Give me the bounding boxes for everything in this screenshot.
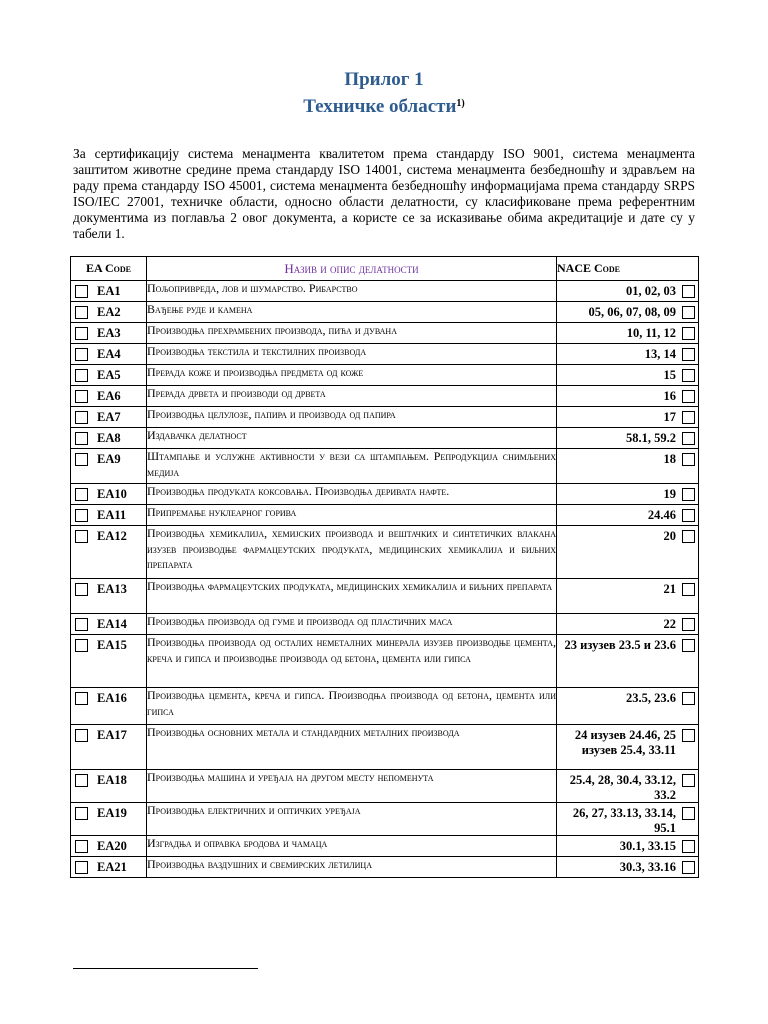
nace-codes: 10, 11, 12: [626, 326, 676, 340]
ea-code-cell: [71, 323, 147, 344]
nace-checkbox[interactable]: [682, 861, 695, 874]
table-row: [71, 407, 699, 428]
nace-codes: 26, 27, 33.13, 33.14, 95.1: [572, 806, 676, 835]
header-nace-code: NACE Code: [557, 257, 699, 281]
table-row: [71, 688, 699, 725]
nace-checkbox[interactable]: [682, 411, 695, 424]
ea-code: EA21: [97, 860, 127, 874]
ea-code-cell: [71, 344, 147, 365]
ea-code: EA9: [97, 452, 121, 466]
ea-code: EA8: [97, 431, 121, 445]
ea-checkbox[interactable]: [75, 453, 88, 466]
nace-code-cell: [557, 857, 699, 878]
nace-code-cell: [557, 365, 699, 386]
nace-code-cell: [557, 505, 699, 526]
ea-checkbox[interactable]: [75, 488, 88, 501]
ea-checkbox[interactable]: [75, 432, 88, 445]
table-row: [71, 836, 699, 857]
ea-checkbox[interactable]: [75, 285, 88, 298]
nace-codes: 01, 02, 03: [626, 284, 676, 298]
ea-code: EA18: [97, 773, 127, 787]
ea-code-cell: [71, 770, 147, 803]
ea-code-cell: [71, 836, 147, 857]
nace-checkbox[interactable]: [682, 306, 695, 319]
ea-checkbox[interactable]: [75, 327, 88, 340]
nace-codes: 20: [663, 529, 676, 543]
nace-checkbox[interactable]: [682, 285, 695, 298]
nace-code-cell: [557, 281, 699, 302]
page-subtitle: [0, 92, 768, 119]
ea-code: EA16: [97, 691, 127, 705]
ea-code-cell: [71, 688, 147, 725]
header-activity-name: Назив и опис делатности: [147, 257, 557, 281]
nace-codes: 16: [663, 389, 676, 403]
nace-code-cell: [557, 770, 699, 803]
nace-checkbox[interactable]: [682, 807, 695, 820]
ea-code: EA7: [97, 410, 121, 424]
activity-description: Штампање и услужне активности у вези са штампањем. Репродукција снимљених медија: [147, 449, 557, 484]
nace-codes: 17: [663, 410, 676, 424]
activity-description: Производња хемикалија, хемијских производа и вештачких и синтетичких влакана изузев производње фармацеутских продуката, медицинских хемикалија и биљних препарата: [147, 526, 557, 579]
nace-checkbox[interactable]: [682, 488, 695, 501]
nace-code-cell: [557, 803, 699, 836]
activity-description: Припремање нуклеарног горива: [147, 505, 557, 526]
nace-codes: 58.1, 59.2: [626, 431, 676, 445]
ea-code: EA4: [97, 347, 121, 361]
nace-checkbox[interactable]: [682, 530, 695, 543]
footnote-ref: 1): [456, 98, 465, 109]
table-row: [71, 725, 699, 770]
ea-code: EA15: [97, 638, 127, 652]
nace-codes: 05, 06, 07, 08, 09: [588, 305, 676, 319]
table-row: [71, 614, 699, 635]
ea-code: EA12: [97, 529, 127, 543]
table-row: [71, 803, 699, 836]
table-row: [71, 449, 699, 484]
ea-code-cell: [71, 526, 147, 579]
nace-codes: 19: [663, 487, 676, 501]
ea-code: EA19: [97, 806, 127, 820]
activity-description: Производња текстила и текстилних производа: [147, 344, 557, 365]
ea-checkbox[interactable]: [75, 692, 88, 705]
nace-code-cell: [557, 484, 699, 505]
table-header-row: [71, 257, 699, 281]
ea-code-cell: [71, 386, 147, 407]
nace-code-cell: [557, 526, 699, 579]
footnote-separator: [73, 968, 258, 969]
activity-description: Производња машина и уређаја на другом месту непоменута: [147, 770, 557, 803]
activity-description: Производња основних метала и стандардних металних производа: [147, 725, 557, 770]
nace-code-cell: [557, 725, 699, 770]
activity-description: Изградња и оправка бродова и чамаца: [147, 836, 557, 857]
nace-checkbox[interactable]: [682, 639, 695, 652]
nace-codes: 23.5, 23.6: [626, 691, 676, 705]
table-row: [71, 770, 699, 803]
ea-code-cell: [71, 725, 147, 770]
activity-description: Прерада дрвета и производи од дрвета: [147, 386, 557, 407]
ea-code: EA17: [97, 728, 127, 742]
table-body: [71, 281, 699, 878]
nace-codes: 23 изузев 23.5 и 23.6: [564, 638, 676, 652]
activity-description: Пољопривреда, лов и шумарство. Рибарство: [147, 281, 557, 302]
ea-code-cell: [71, 407, 147, 428]
intro-paragraph: За сертификацију система менаџмента квалитетом према стандарду ISO 9001, система менаџмента заштитом животне средине према стандарду ISO 14001, система менаџмента безбедношћу и здрављем на раду према стандарду ISO 45001, система менаџмента безбедношћу информацијама према стандарду SRPS ISO/IEC 27001, техничке области, односно области делатности, су класификоване према референтним документима из поглавља 2 овог документа, а користе се за исказивање обима акредитације и дате су у табели 1.: [73, 146, 695, 241]
ea-code-cell: [71, 505, 147, 526]
nace-codes: 30.1, 33.15: [619, 839, 676, 853]
table-row: [71, 635, 699, 688]
nace-checkbox[interactable]: [682, 509, 695, 522]
ea-code: EA1: [97, 284, 121, 298]
activity-description: Производња фармацеутских продуката, медицинских хемикалија и биљних препарата: [147, 579, 557, 614]
activity-description: Издавачка делатност: [147, 428, 557, 449]
ea-checkbox[interactable]: [75, 729, 88, 742]
nace-code-cell: [557, 449, 699, 484]
ea-checkbox[interactable]: [75, 840, 88, 853]
activity-description: Производња цемента, креча и гипса. Производња производа од бетона, цемента или гипса: [147, 688, 557, 725]
subtitle-text: Техничке области: [303, 96, 457, 117]
ea-checkbox[interactable]: [75, 411, 88, 424]
ea-code-cell: [71, 428, 147, 449]
nace-checkbox[interactable]: [682, 729, 695, 742]
ea-checkbox[interactable]: [75, 530, 88, 543]
nace-code-cell: [557, 428, 699, 449]
activity-description: Производња производа од осталих неметалних минерала изузев производње цемента, креча и гипса и производње производа од бетона, цемента или гипса: [147, 635, 557, 688]
ea-code-cell: [71, 579, 147, 614]
activity-description: Производња производа од гуме и производа од пластичних маса: [147, 614, 557, 635]
ea-checkbox[interactable]: [75, 369, 88, 382]
activity-description: Производња целулозе, папира и производа од папира: [147, 407, 557, 428]
ea-code: EA3: [97, 326, 121, 340]
nace-codes: 21: [663, 582, 676, 596]
ea-code: EA10: [97, 487, 127, 501]
ea-checkbox[interactable]: [75, 390, 88, 403]
ea-checkbox[interactable]: [75, 861, 88, 874]
table-row: [71, 526, 699, 579]
ea-code: EA20: [97, 839, 127, 853]
ea-code-cell: [71, 449, 147, 484]
nace-codes: 22: [663, 617, 676, 631]
nace-codes: 13, 14: [644, 347, 676, 361]
nace-codes: 18: [663, 452, 676, 466]
nace-code-cell: [557, 614, 699, 635]
ea-code-cell: [71, 484, 147, 505]
nace-checkbox[interactable]: [682, 348, 695, 361]
table-row: [71, 386, 699, 407]
ea-code: EA13: [97, 582, 127, 596]
table-row: [71, 579, 699, 614]
nace-checkbox[interactable]: [682, 369, 695, 382]
ea-code-cell: [71, 635, 147, 688]
ea-code-cell: [71, 803, 147, 836]
nace-checkbox[interactable]: [682, 840, 695, 853]
ea-code: EA11: [97, 508, 127, 522]
activity-description: Производња електричних и оптичких уређаја: [147, 803, 557, 836]
ea-code-cell: [71, 281, 147, 302]
ea-checkbox[interactable]: [75, 774, 88, 787]
table-row: [71, 344, 699, 365]
ea-checkbox[interactable]: [75, 618, 88, 631]
nace-checkbox[interactable]: [682, 432, 695, 445]
technical-areas-table: [70, 256, 699, 878]
table-row: [71, 857, 699, 878]
activity-description: Производња прехрамбених производа, пића и дувана: [147, 323, 557, 344]
table-row: [71, 323, 699, 344]
ea-checkbox[interactable]: [75, 639, 88, 652]
table-row: [71, 428, 699, 449]
ea-code-cell: [71, 302, 147, 323]
nace-code-cell: [557, 635, 699, 688]
nace-code-cell: [557, 302, 699, 323]
nace-codes: 24.46: [647, 508, 676, 522]
nace-codes: 24 изузев 24.46, 25 изузев 25.4, 33.11: [574, 728, 676, 757]
table-row: [71, 505, 699, 526]
ea-code-cell: [71, 614, 147, 635]
table-row: [71, 302, 699, 323]
nace-codes: 30.3, 33.16: [619, 860, 676, 874]
nace-checkbox[interactable]: [682, 453, 695, 466]
table-row: [71, 281, 699, 302]
ea-code-cell: [71, 857, 147, 878]
nace-checkbox[interactable]: [682, 618, 695, 631]
nace-code-cell: [557, 836, 699, 857]
table-row: [71, 484, 699, 505]
nace-code-cell: [557, 688, 699, 725]
ea-code-cell: [71, 365, 147, 386]
ea-checkbox[interactable]: [75, 306, 88, 319]
nace-code-cell: [557, 386, 699, 407]
header-ea-code: EA Code: [71, 257, 147, 281]
nace-checkbox[interactable]: [682, 774, 695, 787]
activity-description: Производња продуката коксовања. Производња деривата нафте.: [147, 484, 557, 505]
ea-checkbox[interactable]: [75, 348, 88, 361]
activity-description: Производња ваздушних и свемирских летилица: [147, 857, 557, 878]
nace-code-cell: [557, 407, 699, 428]
nace-checkbox[interactable]: [682, 327, 695, 340]
nace-checkbox[interactable]: [682, 692, 695, 705]
nace-code-cell: [557, 344, 699, 365]
page-title: Прилог 1: [344, 69, 424, 90]
nace-checkbox[interactable]: [682, 390, 695, 403]
ea-code: EA6: [97, 389, 121, 403]
ea-checkbox[interactable]: [75, 509, 88, 522]
ea-code: EA5: [97, 368, 121, 382]
nace-code-cell: [557, 323, 699, 344]
ea-checkbox[interactable]: [75, 583, 88, 596]
activity-description: Прерада коже и производња предмета од коже: [147, 365, 557, 386]
nace-code-cell: [557, 579, 699, 614]
nace-codes: 15: [663, 368, 676, 382]
nace-checkbox[interactable]: [682, 583, 695, 596]
nace-codes: 25.4, 28, 30.4, 33.12, 33.2: [569, 773, 676, 802]
ea-code: EA2: [97, 305, 121, 319]
ea-checkbox[interactable]: [75, 807, 88, 820]
activity-description: Вађење руде и камена: [147, 302, 557, 323]
page-title-block: [0, 68, 768, 119]
table-row: [71, 365, 699, 386]
ea-code: EA14: [97, 617, 127, 631]
